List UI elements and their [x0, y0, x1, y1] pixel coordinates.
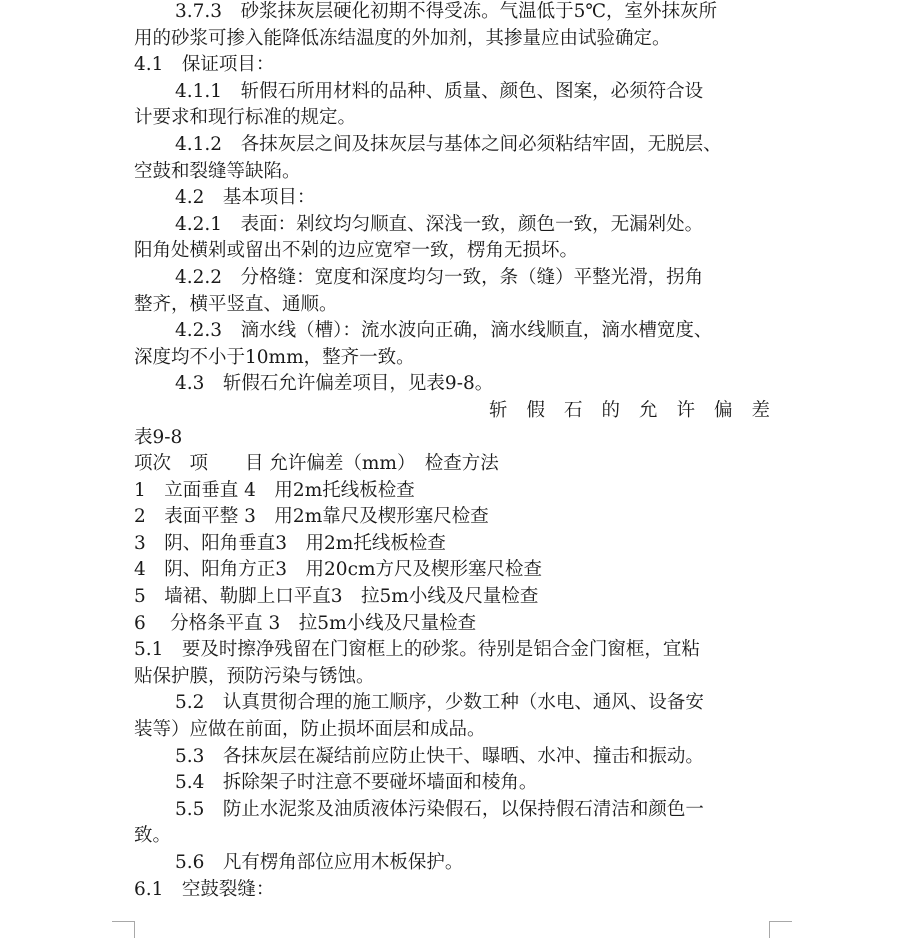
paragraph-line: 阳角处横剁或留出不剁的边应宽窄一致，楞角无损坏。	[134, 240, 579, 262]
table-row: 5 墙裙、勒脚上口平直3 拉5m小线及尺量检查	[134, 586, 539, 608]
paragraph-line: 3.7.3 砂浆抹灰层硬化初期不得受冻。气温低于5℃，室外抹灰所	[175, 1, 718, 22]
document-body	[134, 0, 789, 903]
paragraph-line: 计要求和现行标准的规定。	[134, 107, 357, 129]
table-title: 斩假石的允许偏差	[488, 399, 789, 421]
paragraph-line: 5.2 认真贯彻合理的施工顺序，少数工种（水电、通风、设备安	[175, 692, 704, 714]
paragraph-line: 4.1.2 各抹灰层之间及抹灰层与基体之间必须粘结牢固，无脱层、	[175, 133, 722, 155]
table-row: 3 阴、阳角垂直3 用2m托线板检查	[134, 532, 446, 554]
table-row: 4 阴、阳角方正3 用20cm方尺及楔形塞尺检查	[134, 559, 542, 581]
paragraph-line: 装等）应做在前面，防止损坏面层和成品。	[134, 719, 486, 741]
paragraph-line: 4.1.1 斩假石所用材料的品种、质量、颜色、图案，必须符合设	[175, 80, 704, 102]
table-row: 2 表面平整 3 用2m靠尺及楔形塞尺检查	[134, 506, 489, 528]
paragraph-line: 4.2.1 表面：剁纹均匀顺直、深浅一致，颜色一致，无漏剁处。	[175, 213, 704, 235]
page-margin-corner-mark	[769, 921, 792, 938]
paragraph-line: 5.5 防止水泥浆及油质液体污染假石，以保持假石清洁和颜色一	[175, 798, 704, 820]
table-header-row: 项次 项 目 允许偏差（mm） 检查方法	[134, 453, 499, 475]
page-margin-corner-mark	[112, 921, 135, 938]
paragraph-line: 5.3 各抹灰层在凝结前应防止快干、曝晒、水冲、撞击和振动。	[175, 745, 704, 767]
paragraph-line: 5.6 凡有楞角部位应用木板保护。	[175, 852, 464, 873]
paragraph-line: 深度均不小于10mm，整齐一致。	[134, 346, 415, 368]
table-row: 6 分格条平直 3 拉5m小线及尺量检查	[134, 612, 477, 634]
paragraph-line: 5.4 拆除架子时注意不要碰坏墙面和棱角。	[175, 772, 538, 794]
paragraph-line: 贴保护膜，预防污染与锈蚀。	[134, 665, 375, 687]
section-heading: 6.1 空鼓裂缝：	[134, 878, 275, 900]
table-number: 表9-8	[134, 426, 183, 448]
table-row: 1 立面垂直 4 用2m托线板检查	[134, 479, 415, 501]
paragraph-line: 4.2.2 分格缝：宽度和深度均匀一致，条（缝）平整光滑，拐角	[175, 266, 704, 288]
paragraph-line: 4.3 斩假石允许偏差项目，见表9-8。	[175, 373, 494, 395]
paragraph-line: 用的砂浆可掺入能降低冻结温度的外加剂，其掺量应由试验确定。	[134, 27, 671, 49]
section-heading: 4.1 保证项目：	[134, 54, 275, 76]
paragraph-line: 空鼓和裂缝等缺陷。	[134, 160, 301, 182]
paragraph-line: 4.2.3 滴水线（槽）：流水波向正确，滴水线顺直，滴水槽宽度、	[175, 320, 713, 342]
section-heading: 4.2 基本项目：	[175, 187, 316, 209]
paragraph-line: 整齐，横平竖直、通顺。	[134, 293, 338, 315]
paragraph-line: 5.1 要及时擦净残留在门窗框上的砂浆。待别是铝合金门窗框，宜粘	[134, 639, 700, 661]
paragraph-line: 致。	[134, 825, 172, 847]
